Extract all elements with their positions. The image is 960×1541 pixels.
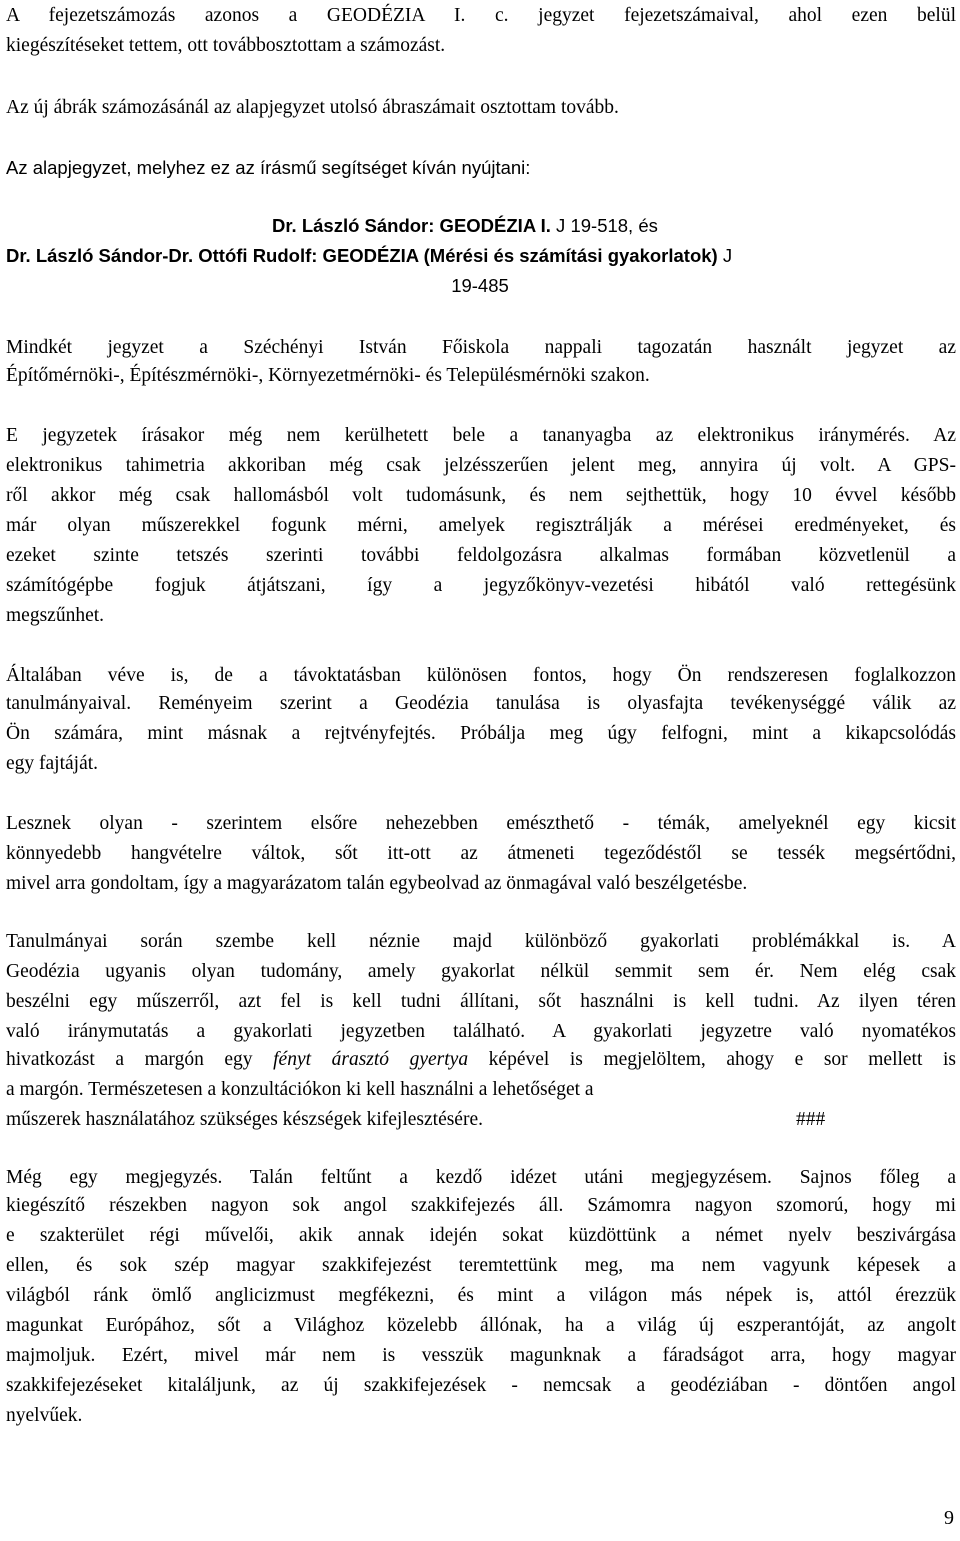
paragraph-4-line: Lesznek olyan - szerintem elsőre nehezebben emészthető - témák, amelyeknél egy kicsit [6,813,956,834]
paragraph-5-line [6,1048,956,1072]
paragraph-2-line: elektronikus tahimetria akkoriban még csak jelzésszerűen jelent meg, annyira új volt. A GPS- [6,455,956,476]
paragraph-5-text: műszerek használatához szükséges készségek kifejlesztésére. [6,1109,483,1130]
paragraph-1-line: Építőmérnöki-, Építészmérnöki-, Környezetmérnöki- és Településmérnöki szakon. [6,365,650,386]
paragraph-6-line: szakkifejezéseket kitaláljunk, az új szakkifejezések - nemcsak a geodéziában - döntően angol [6,1375,956,1396]
paragraph-3-line: tanulmányaival. Reményeim szerint a Geodézia tanulása is olyasfajta tevékenységgé válik az [6,693,956,714]
paragraph-5-line: Tanulmányai során szembe kell néznie majd különböző gyakorlati problémákkal is. A [6,931,956,952]
paragraph-6-line: majmoljuk. Ezért, mivel már nem is vesszük magunknak a fáradságot arra, hogy magyar [6,1345,956,1366]
paragraph-5-line: Geodézia ugyanis olyan tudomány, amely gyakorlat nélkül semmit sem ér. Nem elég csak [6,961,956,982]
reference-1-title: Dr. László Sándor: GEODÉZIA I. [272,215,551,236]
paragraph-5-line: való iránymutatás a gyakorlati jegyzetben található. A gyakorlati jegyzetre való nyomatékos [6,1021,956,1042]
paragraph-6-line: ellen, és sok szép magyar szakkifejezést teremtettünk meg, ma nem vagyunk képesek a [6,1255,956,1276]
intro-line-4: Az alapjegyzet, melyhez ez az írásmű segítséget kíván nyújtani: [6,157,531,178]
paragraph-3-line: Általában véve is, de a távoktatásban különösen fontos, hogy Ön rendszeresen foglalkozzon [6,665,956,686]
intro-line-2: kiegészítéseket tettem, ott továbbosztottam a számozást. [6,35,446,56]
paragraph-4-line: mivel arra gondoltam, így a magyarázatom talán egybeolvad az önmagával való beszélgetésbe. [6,873,748,894]
paragraph-5-line [6,1108,956,1132]
paragraph-5-line: beszélni egy műszerről, azt fel is kell tudni állítani, sőt használni is kell tudni. Az ilyen téren [6,991,956,1012]
paragraph-6-line: Még egy megjegyzés. Talán feltűnt a kezdő idézet utáni megjegyzésem. Sajnos főleg a [6,1167,956,1188]
paragraph-6-line: nyelvűek. [6,1405,83,1426]
candle-emphasis: fényt árasztó gyertya [273,1049,469,1070]
paragraph-2-line: számítógépbe fogjuk átjátszani, így a jegyzőkönyv-vezetési hibától való rettegésünk [6,575,956,596]
paragraph-5-line: a margón. Természetesen a konzultációkon ki kell használni a lehetőséget a [6,1079,594,1100]
reference-2 [6,244,956,268]
reference-2-title: Dr. László Sándor-Dr. Ottófi Rudolf: GEODÉZIA (Mérési és számítási gyakorlatok) [6,245,718,266]
paragraph-1-line: Mindkét jegyzet a Széchényi István Főiskola nappali tagozatán használt jegyzet az [6,337,956,358]
reference-2-continued: 19-485 [451,275,509,296]
paragraph-6-line: kiegészítő részekben nagyon sok angol szakkifejezés áll. Számomra nagyon szomorú, hogy mi [6,1195,956,1216]
reference-1 [272,214,956,238]
paragraph-3-line: egy fajtáját. [6,753,99,774]
intro-line-3: Az új ábrák számozásánál az alapjegyzet utolsó ábraszámait osztottam tovább. [6,97,619,118]
paragraph-4-line: könnyedebb hangvételre váltok, sőt itt-ott az átmeneti tegeződéstől se tessék megsértődni, [6,843,956,864]
paragraph-6-line: e szakterület régi művelői, akik annak idején sokat küzdöttünk a német nyelv beszivárgása [6,1225,956,1246]
paragraph-5-text: képével is megjelöltem, ahogy e sor mellett is [468,1049,956,1070]
reference-1-code: J 19-518, és [550,215,658,236]
paragraph-2-line: ezeket szinte tetszés szerinti további feldolgozásra alkalmas formában közvetlenül a [6,545,956,566]
paragraph-6-line: világból ránk ömlő anglicizmust megfékezni, és mint a világon más népek is, attól érezzük [6,1285,956,1306]
paragraph-3-line: Ön számára, mint másnak a rejtvényfejtés. Próbálja meg úgy felfogni, mint a kikapcsolódás [6,723,956,744]
intro-line-1: A fejezetszámozás azonos a GEODÉZIA I. c. jegyzet fejezetszámaival, ahol ezen belül [6,5,956,26]
paragraph-2-line: E jegyzetek írásakor még nem kerülhetett bele a tananyagba az elektronikus iránymérés. Az [6,425,956,446]
reference-2-code: J [717,245,733,266]
paragraph-5-text: hivatkozást a margón egy [6,1049,274,1070]
page-number: 9 [944,1507,954,1529]
section-marker: ### [796,1109,826,1130]
paragraph-2-line: megszűnhet. [6,605,105,626]
paragraph-6-line: magunkat Európához, sőt a Világhoz közelebb állónak, ha a világ új eszperantóját, az angolt [6,1315,956,1336]
paragraph-2-line: ről akkor még csak hallomásból volt tudomásunk, és nem sejthettük, hogy 10 évvel később [6,485,956,506]
paragraph-2-line: már olyan műszerekkel fogunk mérni, amelyek regisztrálják a mérései eredményeket, és [6,515,956,536]
